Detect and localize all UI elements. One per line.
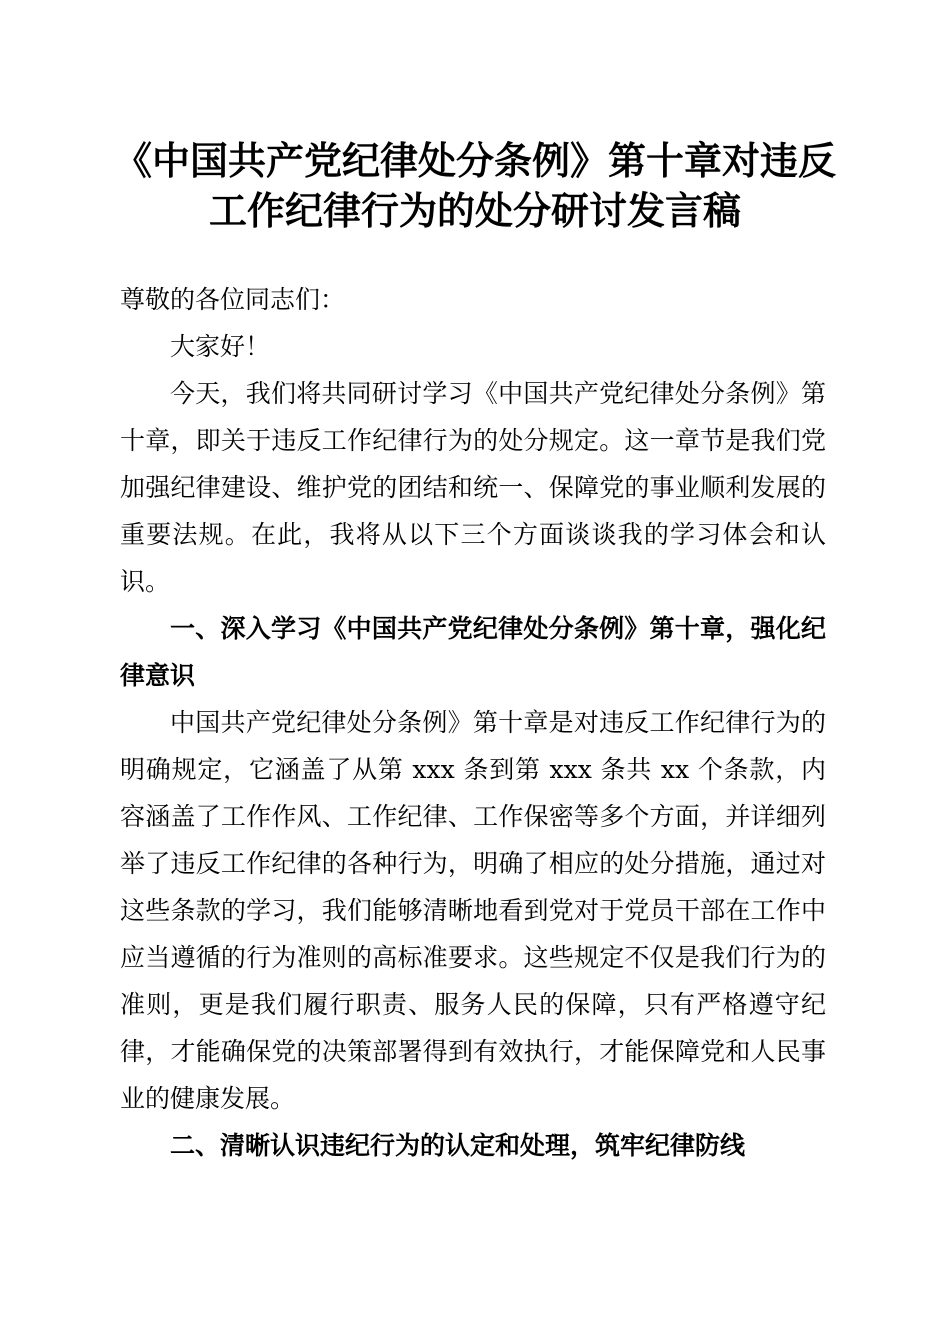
- salutation: 尊敬的各位同志们：: [120, 285, 346, 314]
- document-body: [120, 276, 826, 1169]
- intro-paragraph: 今天，我们将共同研讨学习《中国共产党纪律处分条例》第十章，即关于违反工作纪律行为的处分规定。这一章节是我们党加强纪律建设、维护党的团结和统一、保障党的事业顺利发展的重要法规。在此，我将从以下三个方面谈谈我的学习体会和认识。: [120, 379, 826, 596]
- section-body-1: 中国共产党纪律处分条例》第十章是对违反工作纪律行为的明确规定，它涵盖了从第 xxx 条到第 xxx 条共 xx 个条款，内容涵盖了工作作风、工作纪律、工作保密等多个方面，并详细列举了违反工作纪律的各种行为，明确了相应的处分措施，通过对这些条款的学习，我们能够清晰地看到党对于党员干部在工作中应当遵循的行为准则的高标准要求。这些规定不仅是我们行为的准则，更是我们履行职责、服务人民的保障，只有严格遵守纪律，才能确保党的决策部署得到有效执行，才能保障党和人民事业的健康发展。: [120, 708, 826, 1113]
- section-heading-1: 一、深入学习《中国共产党纪律处分条例》第十章，强化纪律意识: [120, 614, 826, 690]
- greeting: 大家好！: [170, 332, 271, 361]
- document-title: 《中国共产党纪律处分条例》第十章对违反工作纪律行为的处分研讨发言稿: [113, 138, 836, 233]
- section-heading-2: 二、清晰认识违纪行为的认定和处理，筑牢纪律防线: [170, 1131, 746, 1160]
